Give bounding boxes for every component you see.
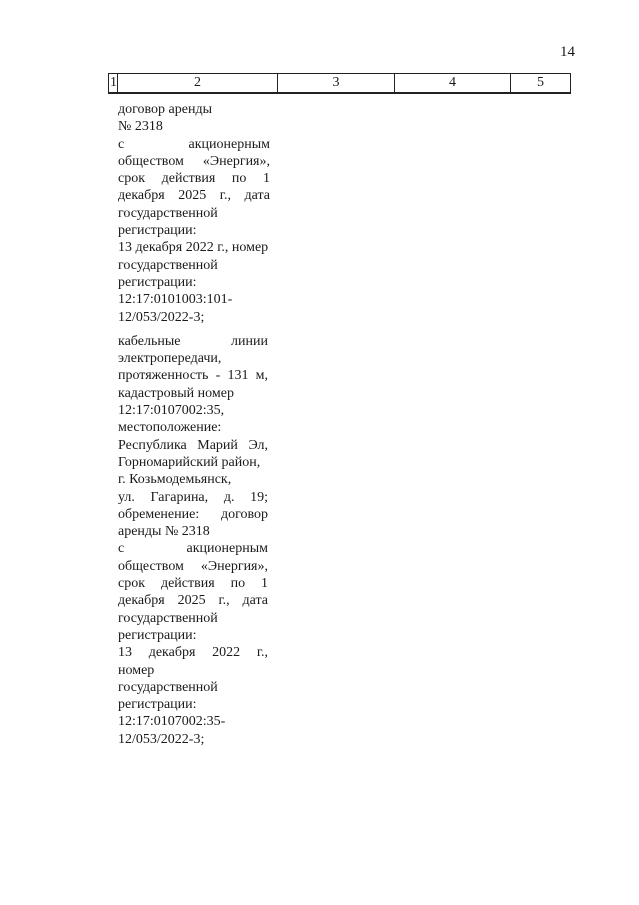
column-header-4: 4 [395, 74, 511, 94]
column-header-1: 1 [109, 74, 118, 94]
page-number: 14 [560, 44, 575, 60]
column-header-5: 5 [511, 74, 571, 94]
column-header-2: 2 [118, 74, 278, 94]
column-header-table [108, 73, 571, 94]
cable-lines-paragraph: кабельные линии электропередачи, протяженность - 131 м, кадастровый номер 12:17:0107002:35, местоположение: Республика Марий Эл, Горномарийский район, г. Козьмодемьянск, ул. Гагарина, д. 19; обременение: договор аренды № 2318 с акционерным обществом «Энергия», срок действия по 1 декабря 2025 г., дата государственной регистрации: 13 декабря 2022 г., номер государственной регистрации: 12:17:0107002:35-12/053/2022-3; [118, 333, 268, 747]
lease-agreement-paragraph: договор аренды № 2318 с акционерным обществом «Энергия», срок действия по 1 декабря 2025 г., дата государственной регистрации: 13 декабря 2022 г., номер государственной регистрации: 12:17:0101003:101-12/053/2022-3; [118, 102, 270, 325]
column-header-3: 3 [278, 74, 395, 94]
column-header-row [109, 74, 571, 94]
column-2-content [118, 101, 270, 748]
